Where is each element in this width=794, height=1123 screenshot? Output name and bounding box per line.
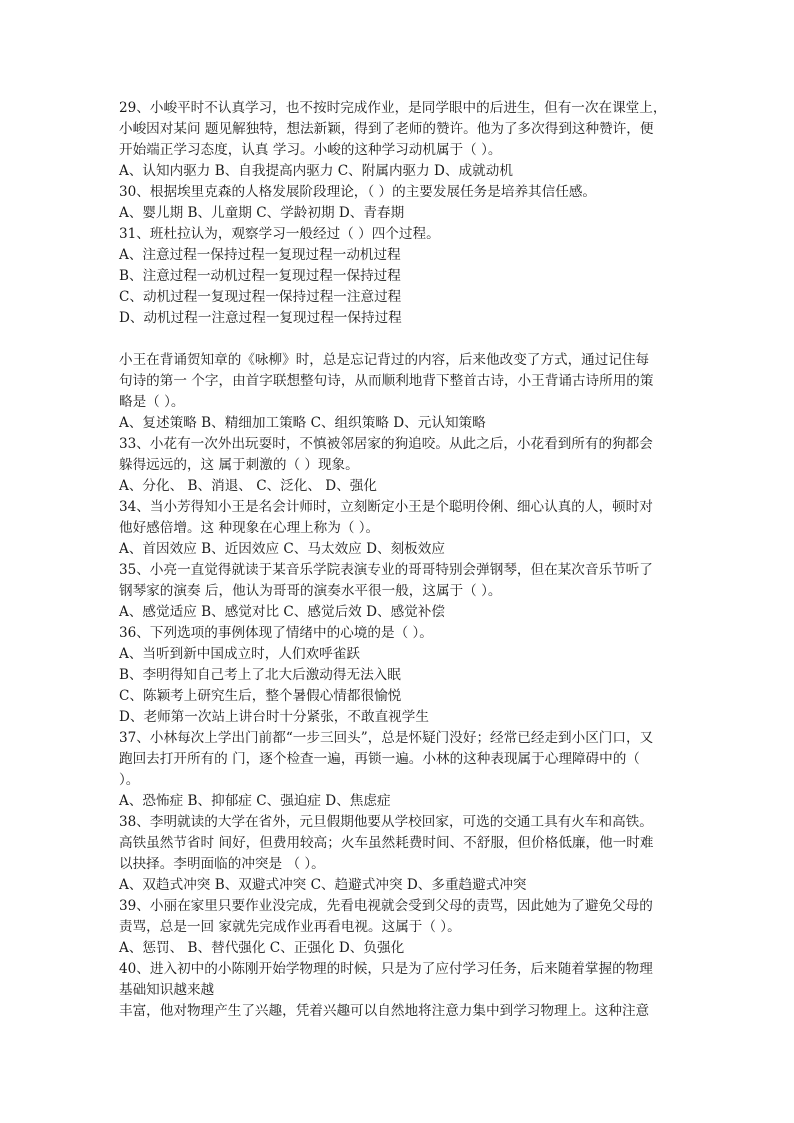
q35-options: A、感觉适应 B、感觉对比 C、感觉后效 D、感觉补偿: [119, 604, 445, 620]
q38-options: A、双趋式冲突 B、双避式冲突 C、趋避式冲突 D、多重趋避式冲突: [119, 877, 527, 893]
q35-stem-line-2: 钢琴家的演奏 后，他认为哥哥的演奏水平很一般，这属于（ ）。: [119, 583, 502, 599]
q34-stem-line-2: 他好感倍增。这 种现象在心理上称为（ ）。: [119, 520, 380, 536]
q32-stem-line-3: 略是（ ）。: [119, 394, 185, 410]
q33-stem-line-1: 33、小花有一次外出玩耍时，不慎被邻居家的狗追咬。从此之后，小花看到所有的狗都会: [119, 436, 653, 452]
blank-line: [119, 329, 679, 350]
q39-options: A、惩罚、 B、替代强化 C、正强化 D、负强化: [119, 940, 405, 956]
q35-stem-line-1: 35、小亮一直觉得就读于某音乐学院表演专业的哥哥特别会弹钢琴，但在某次音乐节听了: [119, 562, 653, 578]
q38-stem-line-2: 高铁虽然节省时 间好，但费用较高；火车虽然耗费时间、不舒服，但价格低廉，他一时难: [119, 835, 654, 851]
q32-stem-line-2: 句诗的第一 个字，由首字联想整句诗，从而顺利地背下整首古诗，小王背诵古诗所用的策: [119, 373, 654, 389]
q31-option-c: C、动机过程一复现过程一保持过程一注意过程: [119, 289, 402, 305]
q36-option-c: C、陈颖考上研究生后，整个暑假心情都很愉悦: [119, 688, 402, 704]
q36-stem: 36、下列选项的事例体现了情绪中的心境的是（ ）。: [119, 625, 433, 641]
q37-stem-line-3: ）。: [119, 772, 140, 788]
q29-stem-line-1: 29、小峻平时不认真学习，也不按时完成作业，是同学眼中的后进生，但有一次在课堂上，: [119, 100, 667, 116]
q38-stem-line-1: 38、李明就读的大学在省外，元旦假期他要从学校回家，可选的交通工具有火车和高铁。: [119, 814, 653, 830]
q31-option-d: D、动机过程一注意过程一复现过程一保持过程: [119, 310, 402, 326]
q29-stem-line-3: 开始端正学习态度，认真 学习。小峻的这种学习动机属于（ ）。: [119, 142, 502, 158]
q31-option-b: B、注意过程一动机过程一复现过程一保持过程: [119, 268, 401, 284]
q33-options: A、分化、 B、消退、 C、泛化、 D、强化: [119, 478, 377, 494]
q40-stem-line-3: 丰富，他对物理产生了兴趣，凭着兴趣可以自然地将注意力集中到学习物理上。这种注意: [119, 1003, 650, 1019]
q37-stem-line-2: 跑回去打开所有的 门，逐个检查一遍，再锁一遍。小林的这种表现属于心理障碍中的（: [119, 751, 640, 767]
q31-option-a: A、注意过程一保持过程一复现过程一动机过程: [119, 247, 401, 263]
q29-options: A、认知内驱力 B、自我提高内驱力 C、附属内驱力 D、成就动机: [119, 163, 513, 179]
q37-options: A、恐怖症 B、抑郁症 C、强迫症 D、焦虑症: [119, 793, 391, 809]
q40-stem-line-2: 基础知识越来越: [119, 982, 215, 998]
q30-options: A、婴儿期 B、儿童期 C、学龄初期 D、青春期: [119, 205, 405, 221]
q33-stem-line-2: 躲得远远的，这 属于刺激的（ ）现象。: [119, 457, 359, 473]
q31-stem: 31、班杜拉认为，观察学习一般经过（ ）四个过程。: [119, 226, 440, 242]
q36-option-a: A、当听到新中国成立时，人们欢呼雀跃: [119, 646, 360, 662]
q38-stem-line-3: 以抉择。李明面临的冲突是 （ ）。: [119, 856, 325, 872]
q30-stem: 30、根据埃里克森的人格发展阶段理论，（ ）的主要发展任务是培养其信任感。: [119, 184, 597, 200]
q36-option-b: B、李明得知自己考上了北大后激动得无法入眠: [119, 667, 401, 683]
q36-option-d: D、老师第一次站上讲台时十分紧张，不敢直视学生: [119, 709, 429, 725]
q32-stem-line-1: 小王在背诵贺知章的《咏柳》时，总是忘记背过的内容，后来他改变了方式，通过记住每: [119, 352, 650, 368]
q34-options: A、首因效应 B、近因效应 C、马太效应 D、刻板效应: [119, 541, 445, 557]
q39-stem-line-1: 39、小丽在家里只要作业没完成，先看电视就会受到父母的责骂，因此她为了避免父母的: [119, 898, 653, 914]
q34-stem-line-1: 34、当小芳得知小王是名会计师时，立刻断定小王是个聪明伶俐、细心认真的人，顿时对: [119, 499, 653, 515]
q32-options: A、复述策略 B、精细加工策略 C、组织策略 D、元认知策略: [119, 415, 486, 431]
q37-stem-line-1: 37、小林每次上学出门前都“一步三回头”，总是怀疑门没好；经常已经走到小区门口，又: [119, 730, 654, 746]
question-list: [119, 98, 679, 1022]
q40-stem-line-1: 40、进入初中的小陈刚开始学物理的时候，只是为了应付学习任务，后来随着掌握的物理: [119, 961, 653, 977]
q29-stem-line-2: 小峻因对某问 题见解独特，想法新颖，得到了老师的赞许。他为了多次得到这种赞许，便: [119, 121, 654, 137]
q39-stem-line-2: 责骂，总是一回 家就先完成作业再看电视。这属于（ ）。: [119, 919, 461, 935]
